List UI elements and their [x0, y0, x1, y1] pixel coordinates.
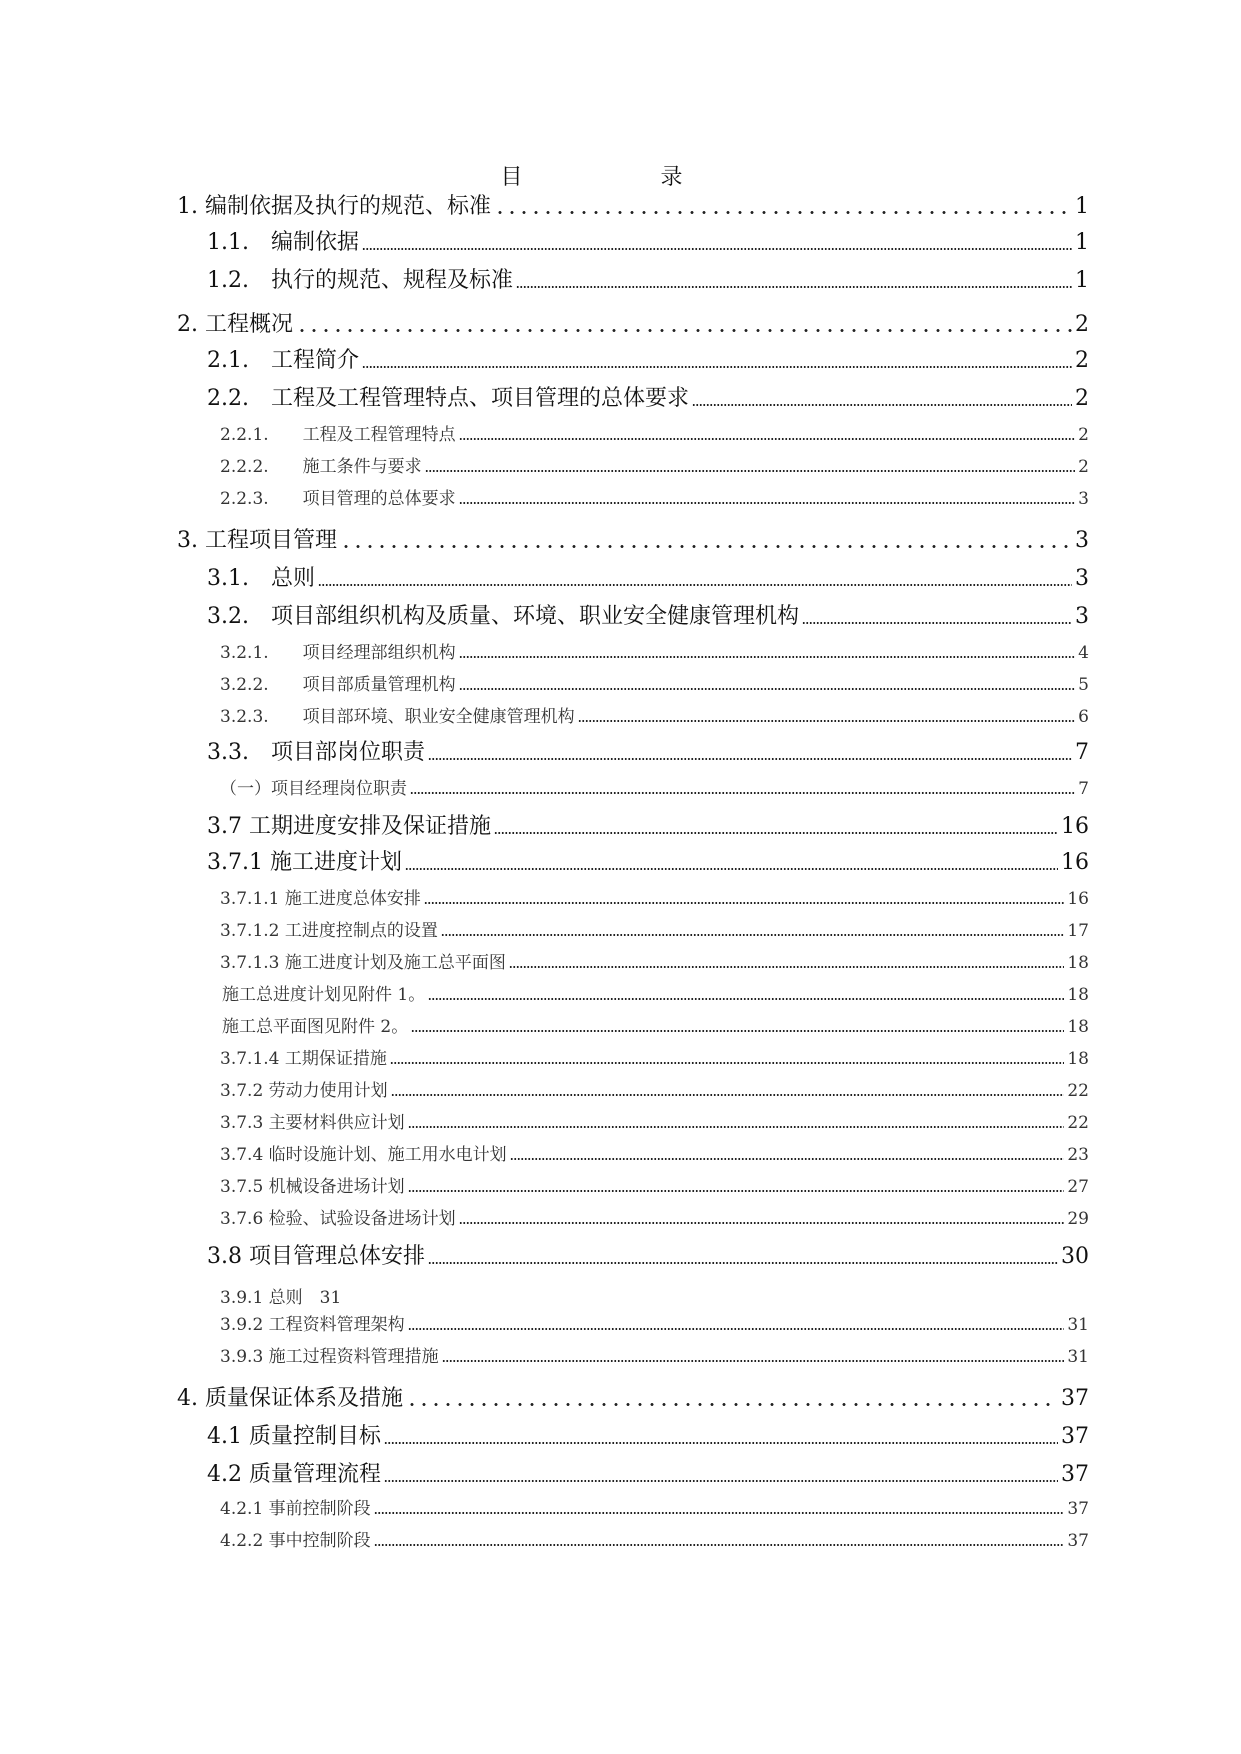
- toc-entry-label: 4.2 质量管理流程: [207, 1462, 381, 1487]
- dot-leader: [459, 495, 1076, 505]
- dot-leader: [384, 1435, 1058, 1445]
- toc-entry[interactable]: [220, 1501, 1089, 1518]
- toc-page-number: 2: [1075, 386, 1089, 411]
- toc-entry[interactable]: [220, 1211, 1089, 1228]
- toc-entry[interactable]: [220, 1051, 1089, 1068]
- dot-leader: [296, 323, 1072, 333]
- toc-entry[interactable]: [220, 1083, 1089, 1100]
- toc-entry[interactable]: [220, 1147, 1089, 1164]
- toc-entry-label: 3.1. 总则: [207, 566, 315, 591]
- toc-page-number: 16: [1061, 814, 1089, 839]
- toc-entry-label: 3.7.3 主要材料供应计划: [220, 1113, 405, 1133]
- toc-entry[interactable]: [207, 350, 1089, 372]
- toc-entry[interactable]: [220, 891, 1089, 908]
- toc-entry[interactable]: [207, 852, 1089, 874]
- toc-entry[interactable]: [207, 816, 1089, 838]
- dot-leader: [374, 1537, 1065, 1547]
- dot-leader: [425, 463, 1076, 473]
- dot-leader: [802, 615, 1072, 625]
- toc-entry[interactable]: [220, 1179, 1089, 1196]
- toc-entry[interactable]: [220, 1317, 1089, 1334]
- toc-page-number: 3: [1075, 566, 1089, 591]
- toc-page-number: 31: [1067, 1315, 1089, 1335]
- dot-leader: [411, 1023, 1064, 1033]
- toc-entry[interactable]: [222, 1019, 1089, 1036]
- toc-entry-label: 4.1 质量控制目标: [207, 1424, 381, 1449]
- toc-entry-label: 1.2. 执行的规范、规程及标准: [207, 268, 513, 293]
- toc-entry-label: 3. 工程项目管理: [177, 528, 337, 553]
- toc-entry[interactable]: [220, 781, 1089, 798]
- toc-entry-label: 3.7.4 临时设施计划、施工用水电计划: [220, 1145, 507, 1165]
- toc-entry-label: （一）项目经理岗位职责: [220, 779, 407, 799]
- toc-page-number: 27: [1067, 1177, 1089, 1197]
- toc-page-number: 1: [1075, 194, 1089, 219]
- toc-page-number: 5: [1078, 675, 1089, 695]
- toc-entry[interactable]: [207, 270, 1089, 292]
- toc-entry-label: 3.3. 项目部岗位职责: [207, 740, 425, 765]
- toc-entry-label: 4. 质量保证体系及措施: [177, 1386, 403, 1411]
- toc-entry[interactable]: [220, 709, 1089, 726]
- toc-page-number: 7: [1075, 740, 1089, 765]
- dot-leader: [374, 1505, 1065, 1515]
- dot-leader: [410, 785, 1075, 795]
- toc-entry-label: 3.9.3 施工过程资料管理措施: [220, 1347, 439, 1367]
- toc-entry-label: 施工总进度计划见附件 1。: [222, 985, 426, 1005]
- toc-entry[interactable]: [220, 923, 1089, 940]
- toc-page-number: 2: [1075, 348, 1089, 373]
- dot-leader: [441, 927, 1064, 937]
- dot-leader: [408, 1321, 1065, 1331]
- dot-leader: [578, 713, 1076, 723]
- dot-leader: [406, 1397, 1058, 1407]
- toc-entry-label: 3.7.6 检验、试验设备进场计划: [220, 1209, 456, 1229]
- dot-leader: [494, 825, 1058, 835]
- dot-leader: [340, 539, 1072, 549]
- toc-entry-label: 1.1. 编制依据: [207, 230, 359, 255]
- toc-entry-label: 3.7.1.2 工进度控制点的设置: [220, 921, 438, 941]
- toc-page-number: 2: [1078, 425, 1089, 445]
- dot-leader: [459, 681, 1076, 691]
- dot-leader: [459, 431, 1076, 441]
- dot-leader: [405, 861, 1058, 871]
- toc-entry-label: 3.7.1.4 工期保证措施: [220, 1049, 387, 1069]
- toc-entry[interactable]: [177, 530, 1089, 552]
- toc-entry[interactable]: [177, 314, 1089, 336]
- dot-leader: [428, 991, 1064, 1001]
- toc-page-number: 18: [1067, 985, 1089, 1005]
- toc-entry-label: 4.2.1 事前控制阶段: [220, 1499, 371, 1519]
- toc-page-number: 18: [1067, 953, 1089, 973]
- toc-entry-label: 1. 编制依据及执行的规范、标准: [177, 194, 491, 219]
- toc-page-number: 31: [1067, 1347, 1089, 1367]
- toc-page-number: 37: [1061, 1386, 1089, 1411]
- toc-page-number: 23: [1067, 1145, 1089, 1165]
- toc-entry[interactable]: [220, 427, 1089, 444]
- toc-entry[interactable]: [220, 1533, 1089, 1550]
- dot-leader: [494, 205, 1072, 215]
- toc-entry-label: 2.2.3. 项目管理的总体要求: [220, 489, 456, 509]
- toc-page-number: 3: [1078, 489, 1089, 509]
- toc-page-number: 22: [1067, 1081, 1089, 1101]
- toc-page-number: 7: [1078, 779, 1089, 799]
- toc-entry-label: 3.8 项目管理总体安排: [207, 1244, 425, 1269]
- toc-page-number: 2: [1075, 312, 1089, 337]
- dot-leader: [509, 959, 1064, 969]
- toc-entry-label: 施工总平面图见附件 2。: [222, 1017, 409, 1037]
- toc-entry-label: 4.2.2 事中控制阶段: [220, 1531, 371, 1551]
- toc-entry[interactable]: [207, 742, 1089, 764]
- toc-entry-label: 3.9.2 工程资料管理架构: [220, 1315, 405, 1335]
- toc-page-number: 1: [1075, 230, 1089, 255]
- toc-page-number: 2: [1078, 457, 1089, 477]
- toc-page-number: 30: [1061, 1244, 1089, 1269]
- toc-page-number: 37: [1061, 1462, 1089, 1487]
- dot-leader: [362, 359, 1072, 369]
- toc-entry[interactable]: [220, 1349, 1089, 1366]
- dot-leader: [428, 1255, 1058, 1265]
- toc-page-number: 3: [1075, 528, 1089, 553]
- toc-page-number: 1: [1075, 268, 1089, 293]
- toc-page-number: 22: [1067, 1113, 1089, 1133]
- toc-entry-label: 3.7.5 机械设备进场计划: [220, 1177, 405, 1197]
- toc-entry[interactable]: [220, 955, 1089, 972]
- toc-entry-label: 2.2. 工程及工程管理特点、项目管理的总体要求: [207, 386, 689, 411]
- page-title: 目 录: [500, 165, 741, 190]
- toc-page-number: 29: [1067, 1209, 1089, 1229]
- toc-page-number: 18: [1067, 1017, 1089, 1037]
- toc-entry-text[interactable]: 3.9.1 总则 31: [220, 1288, 342, 1308]
- toc-entry-label: 2.1. 工程简介: [207, 348, 359, 373]
- toc-entry-label: 3.2.2. 项目部质量管理机构: [220, 675, 456, 695]
- toc-entry[interactable]: [220, 459, 1089, 476]
- toc-entry[interactable]: [207, 1426, 1089, 1448]
- dot-leader: [408, 1183, 1065, 1193]
- toc-entry[interactable]: [220, 645, 1089, 662]
- toc-entry-label: 3.7.1.3 施工进度计划及施工总平面图: [220, 953, 506, 973]
- toc-entry[interactable]: [220, 1115, 1089, 1132]
- dot-leader: [428, 751, 1072, 761]
- toc-page-number: 6: [1078, 707, 1089, 727]
- dot-leader: [390, 1055, 1064, 1065]
- toc-entry[interactable]: [222, 987, 1089, 1004]
- dot-leader: [384, 1473, 1058, 1483]
- toc-entry-label: 3.7 工期进度安排及保证措施: [207, 814, 491, 839]
- dot-leader: [692, 397, 1072, 407]
- toc-entry-label: 2.2.1. 工程及工程管理特点: [220, 425, 456, 445]
- toc-entry[interactable]: [177, 1388, 1089, 1410]
- dot-leader: [442, 1353, 1065, 1363]
- toc-entry[interactable]: [220, 491, 1089, 508]
- toc-page-number: 17: [1067, 921, 1089, 941]
- toc-entry-label: 3.2. 项目部组织机构及质量、环境、职业安全健康管理机构: [207, 604, 799, 629]
- toc-page-number: 37: [1067, 1499, 1089, 1519]
- toc-page-number: 18: [1067, 1049, 1089, 1069]
- dot-leader: [362, 241, 1072, 251]
- dot-leader: [408, 1119, 1065, 1129]
- toc-entry[interactable]: [207, 388, 1089, 410]
- toc-page-number: 3: [1075, 604, 1089, 629]
- toc-page-number: 4: [1078, 643, 1089, 663]
- dot-leader: [510, 1151, 1065, 1161]
- toc-entry[interactable]: [177, 196, 1089, 218]
- toc-entry-label: 3.2.3. 项目部环境、职业安全健康管理机构: [220, 707, 575, 727]
- toc-entry-label: 3.7.2 劳动力使用计划: [220, 1081, 388, 1101]
- dot-leader: [318, 577, 1072, 587]
- toc-page-number: 16: [1067, 889, 1089, 909]
- dot-leader: [459, 649, 1076, 659]
- toc-page-number: 37: [1067, 1531, 1089, 1551]
- dot-leader: [391, 1087, 1065, 1097]
- toc-entry-label: 3.7.1 施工进度计划: [207, 850, 402, 875]
- toc-page-number: 37: [1061, 1424, 1089, 1449]
- dot-leader: [459, 1215, 1065, 1225]
- toc-entry[interactable]: [207, 606, 1089, 628]
- toc-entry[interactable]: [207, 568, 1089, 590]
- toc-page-number: 16: [1061, 850, 1089, 875]
- dot-leader: [516, 279, 1072, 289]
- toc-entry-label: 2.2.2. 施工条件与要求: [220, 457, 422, 477]
- toc-entry-label: 2. 工程概况: [177, 312, 293, 337]
- toc-entry-label: 3.7.1.1 施工进度总体安排: [220, 889, 421, 909]
- toc-entry[interactable]: [207, 232, 1089, 254]
- toc-entry[interactable]: [207, 1246, 1089, 1268]
- toc-entry-label: 3.2.1. 项目经理部组织机构: [220, 643, 456, 663]
- toc-entry[interactable]: [220, 677, 1089, 694]
- toc-entry[interactable]: [207, 1464, 1089, 1486]
- dot-leader: [424, 895, 1064, 905]
